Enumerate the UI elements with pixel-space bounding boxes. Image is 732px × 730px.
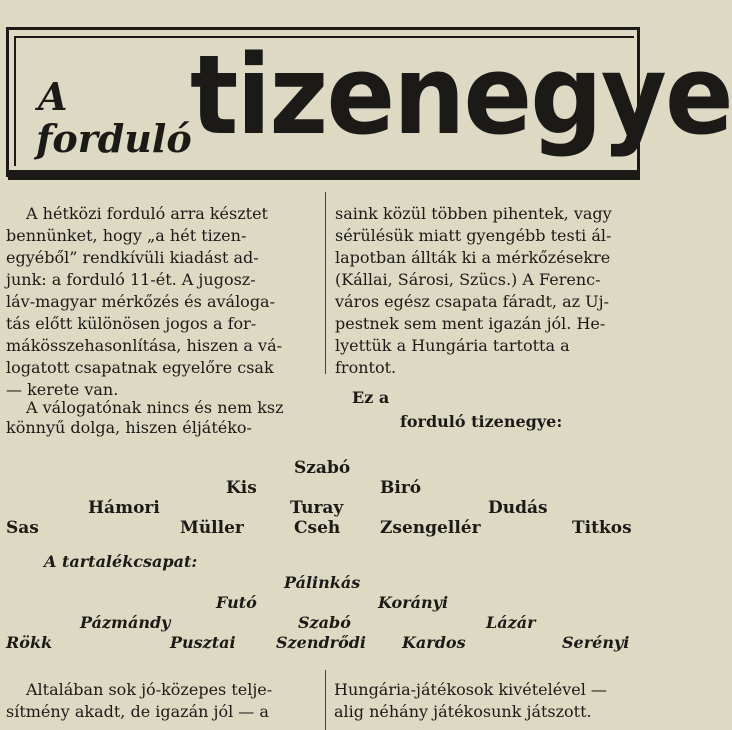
left-line: láv-magyar mérkőzés és aválogа- — [6, 292, 275, 311]
reserve-half: Pázmándy — [80, 613, 171, 632]
bottom-column-divider — [325, 670, 326, 730]
headline-a: A — [38, 74, 68, 119]
reserve-forward: Kardos — [402, 633, 466, 652]
lineup-half: Hámori — [88, 498, 160, 518]
left-line: bennünket, hogy „a hét tizen- — [6, 226, 247, 245]
lineup-goalkeeper: Szabó — [294, 458, 351, 478]
reserve-forward: Pusztai — [170, 633, 236, 652]
left-line: A hétközi forduló arra késztet — [26, 204, 268, 223]
lineup-half: Dudás — [488, 498, 548, 518]
lineup-forward: Zsengellér — [380, 518, 481, 538]
lineup-forward: Titkos — [572, 518, 632, 538]
reserve-forward: Szendrődi — [276, 633, 367, 652]
right-line: lapotban állták ki a mérkőzésekre — [335, 248, 611, 267]
left-line: könnyű dolga, hiszen éljátéko- — [6, 418, 252, 437]
headline-bottom-rule — [8, 170, 640, 180]
column-divider — [325, 192, 326, 374]
left-line: tás előtt különösen jogos a for- — [6, 314, 257, 333]
headline-fordulo: forduló — [36, 116, 192, 161]
reserve-back: Korányi — [378, 593, 449, 612]
bottom-right-line: Hungária-játékosok kivételével — — [334, 680, 607, 699]
lineup-forward: Sas — [6, 518, 39, 538]
lineup-half: Turay — [290, 498, 344, 518]
lineup-back: Biró — [380, 478, 422, 498]
left-line: mákösszehasonlítása, hiszen a vá- — [6, 336, 283, 355]
lineup-forward: Cseh — [294, 518, 341, 538]
subheading-fordulo-tizenegye: forduló tizenegye: — [400, 412, 563, 431]
left-line: junk: a forduló 11-ét. A jugosz- — [6, 270, 256, 289]
right-line: (Kállai, Sárosi, Szücs.) A Ferenc- — [335, 270, 601, 289]
reserve-forward: Serényi — [562, 633, 630, 652]
reserve-forward: Rökk — [6, 633, 53, 652]
reserve-half: Lázár — [486, 613, 536, 632]
left-line: logatott csapatnak egyelőre csak — [6, 358, 274, 377]
right-line: Ez a — [352, 388, 390, 407]
reserve-half: Szabó — [298, 613, 351, 632]
right-line: saink közül többen pihentek, vagy — [335, 204, 612, 223]
lineup-back: Kis — [226, 478, 257, 498]
reserve-goalkeeper: Pálinkás — [284, 573, 361, 592]
reserve-back: Futó — [216, 593, 257, 612]
right-line: frontot. — [335, 358, 397, 377]
left-line: — kerete van. — [6, 380, 119, 399]
right-line: sérülésük miatt gyengébb testi ál- — [335, 226, 612, 245]
left-line: A válogatónak nincs és nem ksz — [26, 398, 284, 417]
bottom-right-line: alig néhány játékosunk játszott. — [334, 702, 592, 721]
lineup-forward: Müller — [180, 518, 244, 538]
right-line: város egész csapata fáradt, az Uj- — [335, 292, 610, 311]
right-line: lyettük a Hungária tartotta a — [335, 336, 570, 355]
right-line: pestnek sem ment igazán jól. He- — [335, 314, 606, 333]
reserve-heading: A tartalékcsapat: — [44, 552, 198, 571]
bottom-left-line: sítmény akadt, de igazán jól — a — [6, 702, 269, 721]
left-line: egyéből” rendkívüli kiadást ad- — [6, 248, 259, 267]
headline-tizenegye: tizenegye — [190, 31, 732, 159]
bottom-left-line: Altalában sok jó-közepes telje- — [26, 680, 273, 699]
